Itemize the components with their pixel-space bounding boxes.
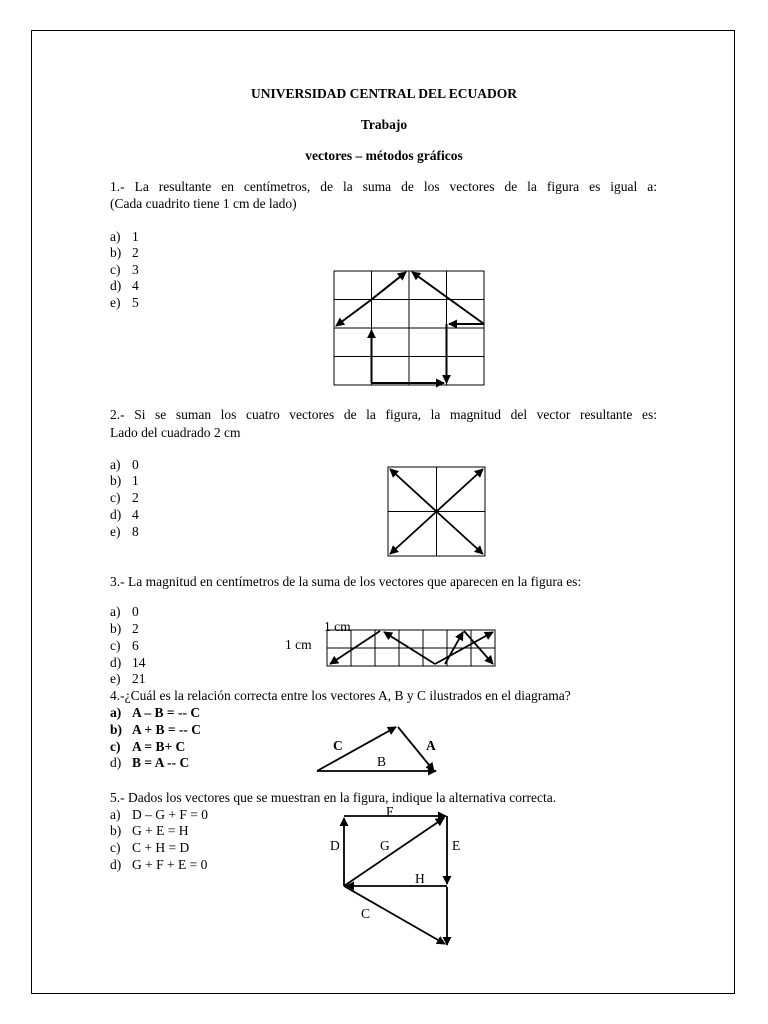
q2-option-e: e) 8 bbox=[110, 524, 139, 539]
q5-option-c: c) C + H = D bbox=[110, 840, 190, 855]
q4-option-c: c) A = B+ C bbox=[110, 739, 186, 754]
q5-label-g: G bbox=[380, 838, 390, 853]
q4-figure bbox=[317, 727, 436, 771]
document-subtitle: Trabajo bbox=[360, 117, 408, 132]
q1-option-a: a) 1 bbox=[110, 229, 139, 244]
q1-vector-up-right bbox=[412, 272, 484, 324]
q3-option-c: c) 6 bbox=[110, 638, 139, 653]
q5-vector-c bbox=[344, 886, 445, 944]
q1-vector-up-left bbox=[372, 272, 407, 300]
document-topic: vectores – métodos gráficos bbox=[305, 148, 463, 163]
q1-statement: 1.- La resultante en centímetros, de la suma de los vectores de la figura es igual a: bbox=[110, 179, 657, 194]
q1-figure bbox=[334, 271, 484, 385]
q1-option-b: b) 2 bbox=[110, 245, 139, 260]
q2-vector-to-top-right bbox=[437, 469, 484, 512]
q5-label-d: D bbox=[330, 838, 340, 853]
q2-vector-to-bottom-left bbox=[390, 512, 437, 555]
q5-label-e: E bbox=[452, 838, 461, 853]
q3-option-a: a) 0 bbox=[110, 604, 139, 619]
q3-option-e: e) 21 bbox=[110, 671, 146, 686]
q2-vector-to-bottom-right bbox=[437, 512, 484, 555]
q4-statement: 4.-¿Cuál es la relación correcta entre los vectores A, B y C ilustrados en el diagrama? bbox=[110, 688, 571, 703]
q4-label-c: C bbox=[333, 738, 343, 753]
q5-label-h: H bbox=[415, 871, 425, 886]
q3-option-b: b) 2 bbox=[110, 621, 139, 636]
q4-label-a: A bbox=[426, 738, 436, 753]
q5-vector-g bbox=[344, 818, 444, 886]
q5-option-d: d) G + F + E = 0 bbox=[110, 857, 208, 872]
q5-statement: 5.- Dados los vectores que se muestran en la figura, indique la alternativa correcta. bbox=[110, 790, 557, 805]
q1-option-e: e) 5 bbox=[110, 295, 139, 310]
q3-scale-left-label: 1 cm bbox=[285, 637, 312, 652]
q5-option-b: b) G + E = H bbox=[110, 823, 189, 838]
q2-option-c: c) 2 bbox=[110, 490, 139, 505]
q3-scale-top-label: 1 cm bbox=[324, 619, 351, 634]
q3-figure bbox=[285, 619, 495, 666]
q2-statement: 2.- Si se suman los cuatro vectores de la figura, la magnitud del vector resultante es: bbox=[110, 407, 657, 422]
q2-note: Lado del cuadrado 2 cm bbox=[110, 425, 241, 440]
q3-option-d: d) 14 bbox=[110, 655, 146, 670]
q5-label-c: C bbox=[361, 906, 371, 921]
q5-label-f: F bbox=[386, 804, 394, 819]
q1-note: (Cada cuadrito tiene 1 cm de lado) bbox=[110, 196, 297, 211]
q1-vector-down-left bbox=[336, 300, 372, 327]
q2-vector-to-top-left bbox=[390, 469, 437, 512]
q4-option-b: b) A + B = -- C bbox=[110, 722, 202, 737]
q2-option-a: a) 0 bbox=[110, 457, 139, 472]
q2-option-b: b) 1 bbox=[110, 473, 139, 488]
q3-statement: 3.- La magnitud en centímetros de la suma de los vectores que aparecen en la figura es: bbox=[110, 574, 582, 589]
q1-grid bbox=[334, 271, 484, 385]
q5-option-a: a) D – G + F = 0 bbox=[110, 807, 208, 822]
q2-figure bbox=[388, 467, 485, 556]
q1-option-d: d) 4 bbox=[110, 278, 139, 293]
university-title: UNIVERSIDAD CENTRAL DEL ECUADOR bbox=[251, 86, 517, 101]
q4-option-d: d) B = A -- C bbox=[110, 755, 190, 770]
q4-label-b: B bbox=[377, 754, 387, 769]
q1-option-c: c) 3 bbox=[110, 262, 139, 277]
q4-option-a: a) A – B = -- C bbox=[110, 705, 201, 720]
q2-option-d: d) 4 bbox=[110, 507, 139, 522]
q5-figure bbox=[330, 804, 460, 945]
